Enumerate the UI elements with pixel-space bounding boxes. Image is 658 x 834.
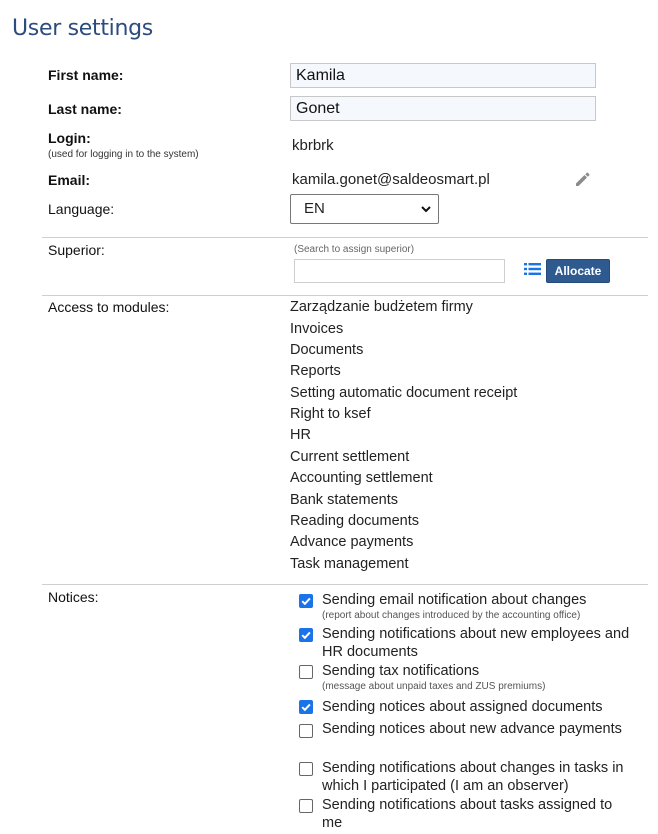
checkmark-icon xyxy=(300,701,312,713)
list-icon[interactable] xyxy=(524,262,541,276)
language-select[interactable] xyxy=(290,194,439,224)
allocate-button[interactable]: Allocate xyxy=(546,259,610,283)
module-item: Setting automatic document receipt xyxy=(290,385,518,401)
modules-label: Access to modules: xyxy=(48,299,170,315)
notice-checkbox[interactable] xyxy=(299,665,313,679)
notice-label: Sending notices about new advance payments xyxy=(322,721,622,737)
notice-checkbox[interactable] xyxy=(299,628,313,642)
last-name-label: Last name: xyxy=(48,101,122,117)
language-select-value: EN xyxy=(304,200,325,217)
first-name-input[interactable] xyxy=(290,63,596,88)
checkmark-icon xyxy=(300,629,312,641)
first-name-label: First name: xyxy=(48,67,124,83)
superior-hint: (Search to assign superior) xyxy=(294,244,415,255)
module-item: Accounting settlement xyxy=(290,470,433,486)
divider xyxy=(42,237,648,238)
module-item: Task management xyxy=(290,556,409,572)
notice-sublabel: (message about unpaid taxes and ZUS premiums) xyxy=(322,681,546,692)
notice-label: Sending notifications about tasks assigned to me xyxy=(322,797,613,831)
notice-checkbox[interactable] xyxy=(299,724,313,738)
email-value: kamila.gonet@saldeosmart.pl xyxy=(292,171,490,188)
module-item: Reading documents xyxy=(290,513,419,529)
superior-label: Superior: xyxy=(48,242,105,258)
notices-label: Notices: xyxy=(48,589,99,605)
module-item: Advance payments xyxy=(290,534,414,550)
notice-checkbox[interactable] xyxy=(299,594,313,608)
divider xyxy=(42,584,648,585)
notice-label: Sending notifications about new employees and HR documents xyxy=(322,626,630,660)
login-label: Login: xyxy=(48,130,91,146)
module-item: HR xyxy=(290,427,311,443)
module-item: Current settlement xyxy=(290,449,410,465)
login-note: (used for logging in to the system) xyxy=(48,149,199,160)
language-label: Language: xyxy=(48,201,115,217)
notice-checkbox[interactable] xyxy=(299,762,313,776)
module-item: Documents xyxy=(290,342,364,358)
last-name-input[interactable] xyxy=(290,96,596,121)
notice-label: Sending notifications about changes in tasks in which I participated (I am an observer) xyxy=(322,760,624,794)
superior-search-input[interactable] xyxy=(294,259,505,283)
divider xyxy=(42,295,648,296)
chevron-down-icon xyxy=(420,202,432,214)
email-label: Email: xyxy=(48,172,91,188)
notice-checkbox[interactable] xyxy=(299,799,313,813)
pencil-icon[interactable] xyxy=(574,170,592,188)
notice-label: Sending email notification about changes xyxy=(322,592,587,608)
login-value: kbrbrk xyxy=(292,137,334,154)
module-item: Reports xyxy=(290,363,341,379)
module-item: Invoices xyxy=(290,321,344,337)
module-item: Zarządzanie budżetem firmy xyxy=(290,299,473,315)
module-item: Right to ksef xyxy=(290,406,371,422)
checkmark-icon xyxy=(300,595,312,607)
notice-checkbox[interactable] xyxy=(299,700,313,714)
notice-sublabel: (report about changes introduced by the accounting office) xyxy=(322,610,581,621)
module-item: Bank statements xyxy=(290,492,398,508)
notice-label: Sending tax notifications xyxy=(322,663,480,679)
notice-label: Sending notices about assigned documents xyxy=(322,699,603,715)
page-title: User settings xyxy=(12,16,153,41)
